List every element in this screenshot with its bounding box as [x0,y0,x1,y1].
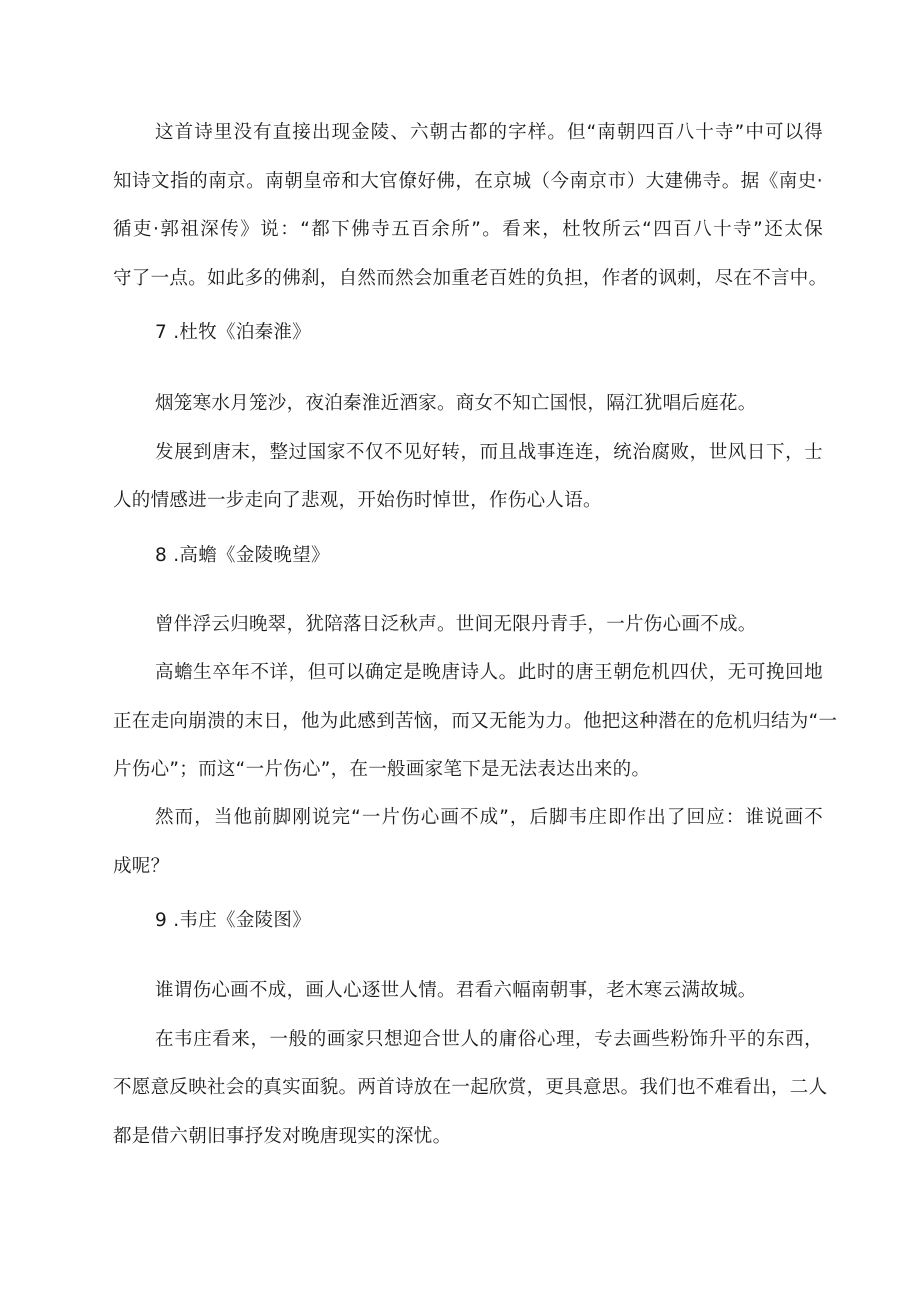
paragraph-line: 然而，当他前脚刚说完“一片伤心画不成”，后脚韦庄即作出了回应：谁说画不 [155,807,823,828]
paragraph-line: 知诗文指的南京。南朝皇帝和大官僚好佛，在京城（今南京市）大建佛寺。据《南史· [113,171,823,192]
paragraph-line: 片伤心”；而这“一片伤心”，在一般画家笔下是无法表达出来的。 [113,759,651,780]
paragraph-line: 成呢？ [113,856,170,877]
paragraph-line: 都是借六朝旧事抒发对晚唐现实的深忧。 [113,1126,452,1147]
poem-text: 烟笼寒水月笼沙，夜泊秦淮近酒家。商女不知亡国恨，隔江犹唱后庭花。 [155,393,757,414]
paragraph-line: 在韦庄看来，一般的画家只想迎合世人的庸俗心理，专去画些粉饰升平的东西， [155,1029,823,1050]
poem-text: 曾伴浮云归晚翠，犹陪落日泛秋声。世间无限丹青手，一片伤心画不成。 [155,614,757,635]
paragraph-line: 不愿意反映社会的真实面貌。两首诗放在一起欣赏，更具意思。我们也不难看出，二人 [113,1077,828,1098]
section-heading-9: 9 .韦庄《金陵图》 [155,910,312,931]
section-heading-7: 7 .杜牧《泊秦淮》 [155,322,312,343]
section-heading-8: 8 .高蟾《金陵晚望》 [155,545,330,566]
paragraph-line: 人的情感进一步走向了悲观，开始伤时悼世，作伤心人语。 [113,490,602,511]
paragraph-line: 高蟾生卒年不详，但可以确定是晚唐诗人。此时的唐王朝危机四伏，无可挽回地 [155,662,823,683]
paragraph-line: 这首诗里没有直接出现金陵、六朝古都的字样。但“南朝四百八十寺”中可以得 [155,122,823,143]
paragraph-line: 正在走向崩溃的末日，他为此感到苦恼，而又无能为力。他把这种潜在的危机归结为“一 [113,711,838,732]
paragraph-line: 发展到唐末，整过国家不仅不见好转，而且战事连连，统治腐败，世风日下，士 [155,442,823,463]
paragraph-line: 循吏·郭祖深传》说：“都下佛寺五百余所”。看来，杜牧所云“四百八十寺”还太保 [113,219,823,240]
paragraph-line: 守了一点。如此多的佛刹，自然而然会加重老百姓的负担，作者的讽刺，尽在不言中。 [113,268,828,289]
poem-text: 谁谓伤心画不成，画人心逐世人情。君看六幅南朝事，老木寒云满故城。 [155,980,757,1001]
